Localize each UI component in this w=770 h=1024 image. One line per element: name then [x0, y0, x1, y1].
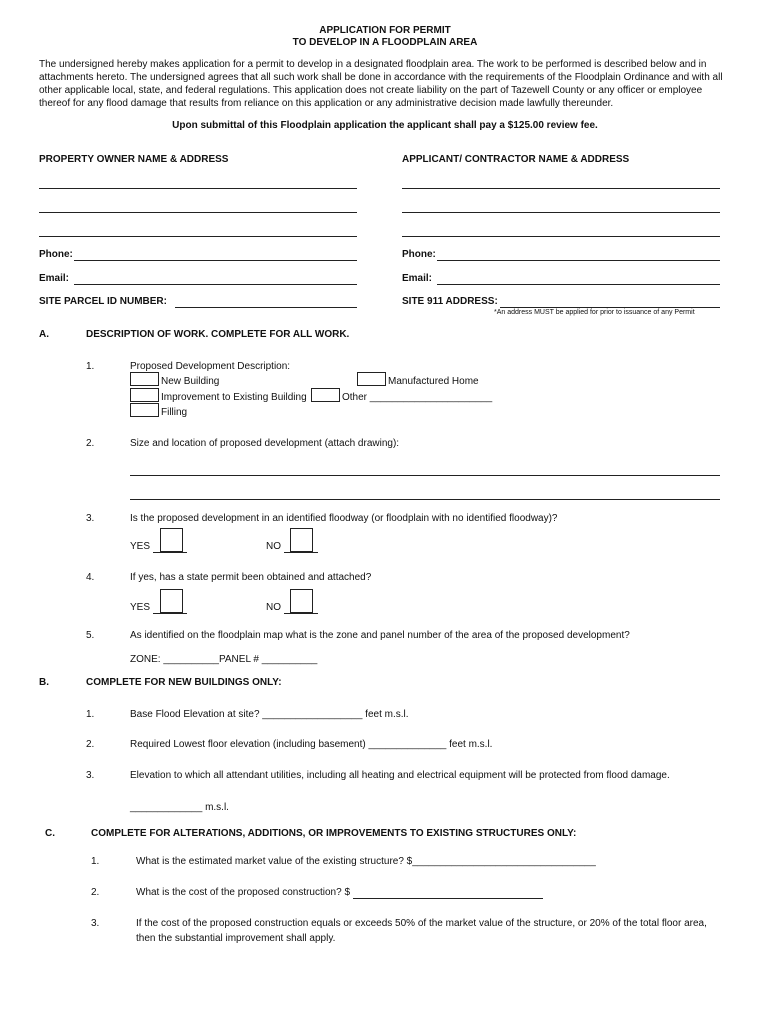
manufactured-home-label: Manufactured Home: [388, 376, 479, 387]
section-c-heading: COMPLETE FOR ALTERATIONS, ADDITIONS, OR IMPROVEMENTS TO EXISTING STRUCTURES ONLY:: [91, 828, 577, 839]
form-title-line2: TO DEVELOP IN A FLOODPLAIN AREA: [292, 37, 478, 48]
section-a-letter: A.: [39, 329, 49, 340]
a2-text: Size and location of proposed development (attach drawing):: [130, 438, 400, 449]
c3-text-line1: If the cost of the proposed construction equals or exceeds 50% of the market value of the structure, or 20% of the total floor area,: [136, 918, 707, 929]
owner-phone-label: Phone:: [39, 249, 73, 260]
applicant-address-line[interactable]: [402, 212, 720, 213]
section-b-heading: COMPLETE FOR NEW BUILDINGS ONLY:: [86, 677, 282, 688]
other-label: [342, 392, 492, 403]
c2-number: 2.: [91, 887, 100, 898]
construction-cost-field[interactable]: [353, 898, 543, 899]
applicant-email-label: Email:: [402, 273, 433, 284]
a4-no-checkbox[interactable]: [290, 589, 313, 613]
a3-no-label: NO: [266, 541, 281, 552]
a5-number: 5.: [86, 630, 95, 641]
a4-yes-checkbox[interactable]: [160, 589, 183, 613]
lowest-floor-elevation-field[interactable]: Required Lowest floor elevation (including basement) ______________ feet m.s.l.: [130, 739, 493, 750]
base-flood-elevation-field[interactable]: Base Flood Elevation at site? __________________ feet m.s.l.: [130, 709, 409, 720]
applicant-email-field[interactable]: [437, 284, 720, 285]
applicant-phone-label: Phone:: [402, 249, 436, 260]
a1-number: 1.: [86, 361, 95, 372]
c3-number: 3.: [91, 918, 100, 929]
a4-no-label: NO: [266, 602, 281, 613]
new-building-label: New Building: [161, 376, 220, 387]
development-size-line[interactable]: [130, 475, 720, 476]
c2-text: What is the cost of the proposed construction? $: [136, 887, 351, 898]
a4-no-underline: [284, 613, 318, 614]
address-note: *An address MUST be applied for prior to issuance of any Permit: [494, 309, 695, 316]
owner-name-line[interactable]: [39, 188, 357, 189]
other-label-text: Other: [342, 392, 368, 403]
section-b-letter: B.: [39, 677, 49, 688]
filling-label: Filling: [161, 407, 188, 418]
a1-label: Proposed Development Description:: [130, 361, 291, 372]
development-size-line[interactable]: [130, 499, 720, 500]
section-a-heading: DESCRIPTION OF WORK. COMPLETE FOR ALL WORK.: [86, 329, 350, 340]
a4-yes-label: YES: [130, 602, 151, 613]
new-building-checkbox[interactable]: [130, 372, 159, 386]
intro-line: attachments hereto. The undersigned agrees that all such work shall be done in accordance with the requirements of the Floodplain Ordinance and with all: [39, 72, 723, 83]
a3-number: 3.: [86, 513, 95, 524]
owner-email-label: Email:: [39, 273, 70, 284]
a3-yes-underline: [153, 552, 187, 553]
filling-checkbox[interactable]: [130, 403, 159, 417]
site-911-label: SITE 911 ADDRESS:: [402, 296, 498, 307]
owner-address-line[interactable]: [39, 236, 357, 237]
b3-text: Elevation to which all attendant utilities, including all heating and electrical equipment will be protected from flood damage.: [130, 770, 670, 781]
intro-line: The undersigned hereby makes application for a permit to develop in a designated floodplain area. The work to be performed is described below and in: [39, 59, 707, 70]
parcel-id-label: SITE PARCEL ID NUMBER:: [39, 296, 167, 307]
zone-panel-field[interactable]: ZONE: __________PANEL # __________: [130, 654, 318, 665]
owner-address-line[interactable]: [39, 212, 357, 213]
other-field[interactable]: ______________________: [369, 392, 493, 403]
site-911-field[interactable]: [500, 307, 720, 308]
applicant-address-line[interactable]: [402, 236, 720, 237]
b3-number: 3.: [86, 770, 95, 781]
b2-number: 2.: [86, 739, 95, 750]
a4-yes-underline: [153, 613, 187, 614]
intro-paragraph: [39, 58, 739, 110]
a3-no-checkbox[interactable]: [290, 528, 313, 552]
a4-number: 4.: [86, 572, 95, 583]
a2-number: 2.: [86, 438, 95, 449]
utilities-elevation-field[interactable]: _____________ m.s.l.: [130, 802, 229, 813]
improvement-label: Improvement to Existing Building: [161, 392, 307, 403]
a3-yes-checkbox[interactable]: [160, 528, 183, 552]
a3-yes-label: YES: [130, 541, 151, 552]
improvement-checkbox[interactable]: [130, 388, 159, 402]
b1-number: 1.: [86, 709, 95, 720]
a3-text: Is the proposed development in an identified floodway (or floodplain with no identified floodway)?: [130, 513, 558, 524]
form-title-line1: APPLICATION FOR PERMIT: [319, 25, 451, 36]
applicant-name-line[interactable]: [402, 188, 720, 189]
fee-notice: Upon submittal of this Floodplain application the applicant shall pay a $125.00 review fee.: [172, 120, 598, 131]
other-checkbox[interactable]: [311, 388, 340, 402]
owner-email-field[interactable]: [74, 284, 357, 285]
owner-phone-field[interactable]: [74, 260, 357, 261]
intro-line: other applicable local, state, and federal regulations. This application does not create liability on the part of Tazewell County or any officer or employee: [39, 85, 703, 96]
c1-number: 1.: [91, 856, 100, 867]
parcel-id-field[interactable]: [175, 307, 357, 308]
applicant-heading: APPLICANT/ CONTRACTOR NAME & ADDRESS: [402, 154, 630, 165]
intro-line: thereof for any flood damage that results from reliance on this application or any administrative decision made lawfully thereunder.: [39, 98, 614, 109]
a3-no-underline: [284, 552, 318, 553]
a4-text: If yes, has a state permit been obtained and attached?: [130, 572, 372, 583]
owner-heading: PROPERTY OWNER NAME & ADDRESS: [39, 154, 229, 165]
manufactured-home-checkbox[interactable]: [357, 372, 386, 386]
a5-text: As identified on the floodplain map what is the zone and panel number of the area of the proposed development?: [130, 630, 630, 641]
applicant-phone-field[interactable]: [437, 260, 720, 261]
market-value-field[interactable]: What is the estimated market value of the existing structure? $_________________________________: [136, 856, 596, 867]
c3-text-line2: then the substantial improvement shall apply.: [136, 933, 336, 944]
section-c-letter: C.: [45, 828, 55, 839]
